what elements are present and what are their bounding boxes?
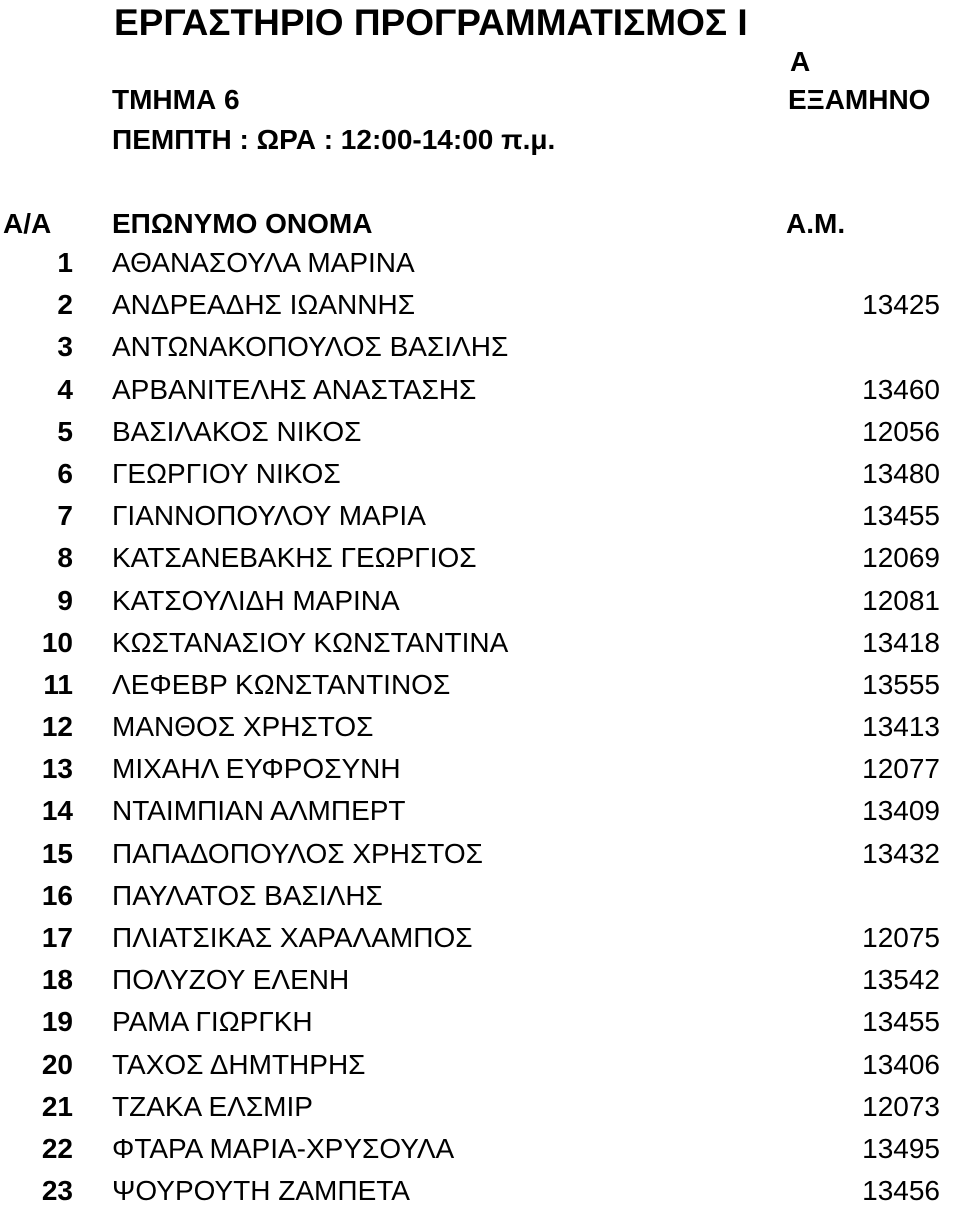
row-index: 9 <box>57 584 73 616</box>
student-name: ΡΑΜΑ ΓΙΩΡΓΚΗ <box>112 1006 313 1038</box>
table-row <box>0 706 960 748</box>
student-am: 13409 <box>862 795 940 827</box>
row-index: 12 <box>41 711 73 743</box>
table-row <box>0 917 960 959</box>
table-row <box>0 1128 960 1170</box>
student-name: ΑΝΤΩΝΑΚΟΠΟΥΛΟΣ ΒΑΣΙΛΗΣ <box>112 331 509 363</box>
student-name: ΠΟΛΥΖΟΥ ΕΛΕΝΗ <box>112 964 350 996</box>
table-row <box>0 453 960 495</box>
table-row <box>0 833 960 875</box>
student-am: 13432 <box>862 837 940 869</box>
row-index: 19 <box>41 1006 73 1038</box>
student-am: 13455 <box>862 1006 940 1038</box>
student-am: 13406 <box>862 1048 940 1080</box>
student-am: 12081 <box>862 584 940 616</box>
student-name: ΤΑΧΟΣ ΔΗΜΤΗΡΗΣ <box>112 1048 366 1080</box>
table-row <box>0 242 960 284</box>
column-header-name: ΕΠΩΝΥΜΟ ΟΝΟΜΑ <box>112 208 373 239</box>
table-row <box>0 664 960 706</box>
student-am: 13555 <box>862 668 940 700</box>
student-name: ΚΑΤΣΟΥΛΙΔΗ ΜΑΡΙΝΑ <box>112 584 400 616</box>
row-index: 22 <box>41 1132 73 1164</box>
student-am: 12056 <box>862 415 940 447</box>
row-index: 8 <box>57 542 73 574</box>
semester-letter: Α <box>790 46 811 77</box>
column-header-index: Α/Α <box>3 208 52 239</box>
student-am: 13455 <box>862 500 940 532</box>
document-title: ΕΡΓΑΣΤΗΡΙΟ ΠΡΟΓΡΑΜΜΑΤΙΣΜΟΣ Ι <box>114 2 748 43</box>
student-am: 12073 <box>862 1090 940 1122</box>
student-name: ΠΑΠΑΔΟΠΟΥΛΟΣ ΧΡΗΣΤΟΣ <box>112 837 483 869</box>
table-row <box>0 495 960 537</box>
table-row <box>0 1044 960 1086</box>
student-name: ΠΛΙΑΤΣΙΚΑΣ ΧΑΡΑΛΑΜΠΟΣ <box>112 922 473 953</box>
student-name: ΝΤΑΙΜΠΙΑΝ ΑΛΜΠΕΡΤ <box>112 795 406 827</box>
row-index: 3 <box>57 331 73 363</box>
semester-label: ΕΞΑΜΗΝΟ <box>788 84 931 115</box>
student-name: ΤΖΑΚΑ ΕΛΣΜΙΡ <box>112 1090 313 1122</box>
student-am: 12075 <box>862 922 940 953</box>
student-am: 13456 <box>862 1175 940 1207</box>
student-am: 12069 <box>862 542 940 574</box>
table-row <box>0 537 960 579</box>
student-am: 12077 <box>862 753 940 785</box>
row-index: 21 <box>41 1090 73 1122</box>
row-index: 11 <box>43 668 73 700</box>
table-row <box>0 1086 960 1128</box>
student-am: 13413 <box>862 711 940 743</box>
student-name: ΑΝΔΡΕΑΔΗΣ ΙΩΑΝΝΗΣ <box>112 289 415 321</box>
table-row <box>0 748 960 790</box>
row-index: 1 <box>57 247 73 278</box>
schedule-line: ΠΕΜΠΤΗ : ΩΡΑ : 12:00-14:00 π.μ. <box>112 124 556 155</box>
student-name: ΛΕΦΕΒΡ ΚΩΝΣΤΑΝΤΙΝΟΣ <box>112 668 451 700</box>
student-name: ΜΙΧΑΗΛ ΕΥΦΡΟΣΥΝΗ <box>112 753 401 785</box>
row-index: 16 <box>41 879 73 911</box>
table-row <box>0 326 960 368</box>
student-name: ΨΟΥΡΟΥΤΗ ΖΑΜΠΕΤΑ <box>112 1175 410 1207</box>
row-index: 4 <box>57 373 73 405</box>
student-am: 13418 <box>862 626 940 658</box>
student-name: ΑΡΒΑΝΙΤΕΛΗΣ ΑΝΑΣΤΑΣΗΣ <box>112 373 477 405</box>
student-name: ΚΑΤΣΑΝΕΒΑΚΗΣ ΓΕΩΡΓΙΟΣ <box>112 542 477 574</box>
table-row <box>0 580 960 622</box>
row-index: 13 <box>41 753 73 785</box>
student-name: ΓΙΑΝΝΟΠΟΥΛΟΥ ΜΑΡΙΑ <box>112 500 426 532</box>
row-index: 17 <box>41 922 73 953</box>
student-name: ΓΕΩΡΓΙΟΥ ΝΙΚΟΣ <box>112 457 341 489</box>
student-am: 13460 <box>862 373 940 405</box>
student-name: ΦΤΑΡΑ ΜΑΡΙΑ-ΧΡΥΣΟΥΛΑ <box>112 1132 455 1164</box>
student-name: ΚΩΣΤΑΝΑΣΙΟΥ ΚΩΝΣΤΑΝΤΙΝΑ <box>112 626 509 658</box>
student-name: ΠΑΥΛΑΤΟΣ ΒΑΣΙΛΗΣ <box>112 879 383 911</box>
student-name: ΑΘΑΝΑΣΟΥΛΑ ΜΑΡΙΝΑ <box>112 247 415 278</box>
row-index: 18 <box>41 964 73 996</box>
student-name: ΒΑΣΙΛΑΚΟΣ ΝΙΚΟΣ <box>112 415 362 447</box>
row-index: 15 <box>41 837 73 869</box>
table-row <box>0 622 960 664</box>
student-name: ΜΑΝΘΟΣ ΧΡΗΣΤΟΣ <box>112 711 374 743</box>
row-index: 5 <box>57 415 73 447</box>
row-index: 14 <box>41 795 73 827</box>
student-am: 13542 <box>862 964 940 996</box>
row-index: 20 <box>41 1048 73 1080</box>
student-am: 13480 <box>862 457 940 489</box>
row-index: 23 <box>41 1175 73 1207</box>
table-row <box>0 369 960 411</box>
section-label: ΤΜΗΜΑ 6 <box>112 84 240 115</box>
table-row <box>0 790 960 832</box>
table-row <box>0 1170 960 1212</box>
column-header-am: Α.Μ. <box>786 208 846 239</box>
table-row <box>0 875 960 917</box>
row-index: 7 <box>57 500 73 532</box>
table-row <box>0 1001 960 1043</box>
table-row <box>0 284 960 326</box>
table-row <box>0 411 960 453</box>
student-list <box>0 242 960 1212</box>
table-row <box>0 959 960 1001</box>
row-index: 10 <box>41 626 73 658</box>
student-am: 13495 <box>862 1132 940 1164</box>
student-am: 13425 <box>862 289 940 321</box>
row-index: 2 <box>57 289 73 321</box>
row-index: 6 <box>57 457 73 489</box>
